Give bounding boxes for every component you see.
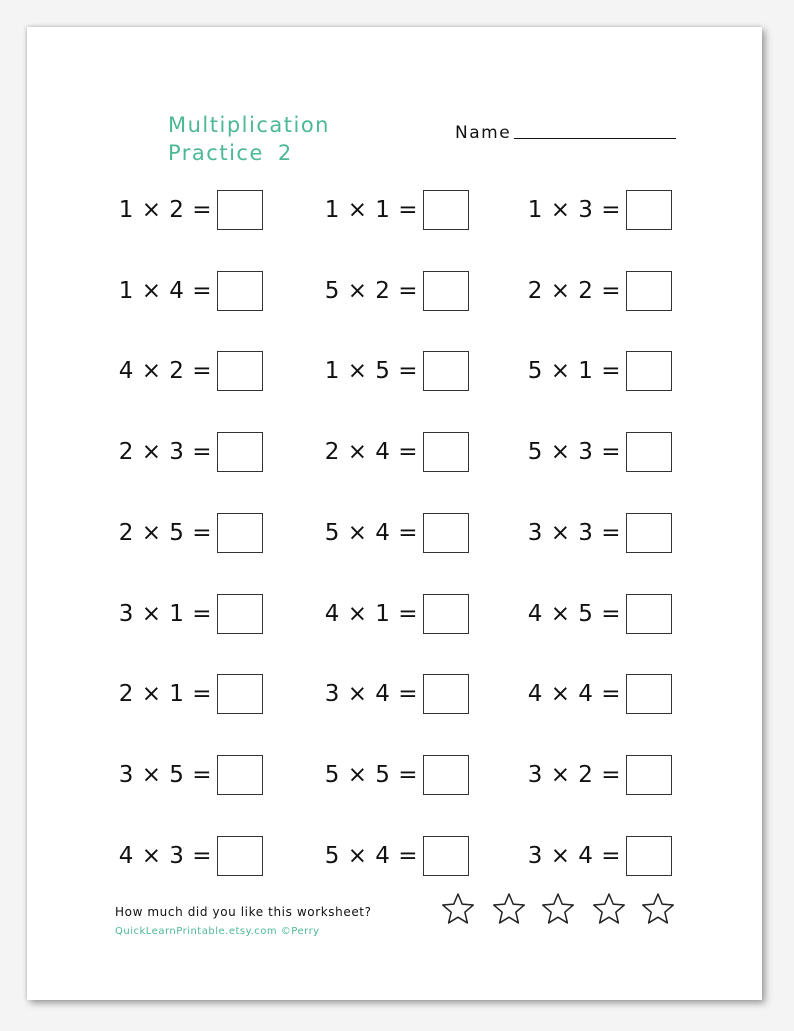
answer-box[interactable] [217, 674, 263, 714]
answer-box[interactable] [626, 432, 672, 472]
name-field[interactable] [455, 123, 676, 143]
problem-item [112, 430, 263, 474]
answer-box[interactable] [626, 594, 672, 634]
name-label: Name [455, 123, 512, 143]
problem-equation: 3 × 4 = [527, 842, 621, 869]
problem-equation: 2 × 1 = [118, 681, 212, 708]
answer-box[interactable] [423, 351, 469, 391]
problem-equation: 2 × 3 = [118, 439, 212, 466]
problem-equation: 4 × 5 = [527, 600, 621, 627]
answer-box[interactable] [217, 351, 263, 391]
problem-equation: 5 × 4 = [324, 842, 418, 869]
problem-equation: 5 × 5 = [324, 761, 418, 788]
problem-equation: 5 × 2 = [324, 277, 418, 304]
problem-item [521, 188, 672, 232]
answer-box[interactable] [423, 271, 469, 311]
answer-box[interactable] [626, 836, 672, 876]
problem-item [318, 672, 469, 716]
answer-box[interactable] [423, 755, 469, 795]
answer-box[interactable] [626, 513, 672, 553]
problem-equation: 3 × 1 = [118, 600, 212, 627]
title-line-2 [168, 139, 330, 167]
answer-box[interactable] [626, 674, 672, 714]
star-outline-icon[interactable] [640, 891, 676, 927]
title-line-1: Multiplication [168, 113, 330, 137]
problem-item [521, 592, 672, 636]
problem-equation: 3 × 5 = [118, 761, 212, 788]
problem-equation: 3 × 2 = [527, 761, 621, 788]
problem-item [112, 349, 263, 393]
answer-box[interactable] [626, 271, 672, 311]
star-outline-icon[interactable] [440, 891, 476, 927]
problem-item [521, 349, 672, 393]
problem-item [521, 834, 672, 878]
problem-equation: 1 × 1 = [324, 197, 418, 223]
problem-equation: 4 × 1 = [324, 600, 418, 627]
star-outline-icon[interactable] [540, 891, 576, 927]
answer-box[interactable] [217, 836, 263, 876]
answer-box[interactable] [217, 594, 263, 634]
rating-question: How much did you like this worksheet? [115, 905, 372, 919]
problem-item [318, 188, 469, 232]
problem-equation: 5 × 4 = [324, 519, 418, 546]
star-outline-icon[interactable] [591, 891, 627, 927]
answer-box[interactable] [217, 513, 263, 553]
problem-equation: 1 × 5 = [324, 358, 418, 385]
problem-equation: 4 × 2 = [118, 358, 212, 385]
answer-box[interactable] [423, 594, 469, 634]
answer-box[interactable] [423, 836, 469, 876]
problem-item [521, 753, 672, 797]
problem-item [318, 834, 469, 878]
problem-item [318, 592, 469, 636]
answer-box[interactable] [626, 190, 672, 230]
problem-item [521, 269, 672, 313]
problem-item [318, 753, 469, 797]
problem-item [318, 269, 469, 313]
practice-number: 2 [277, 141, 293, 165]
problem-equation: 4 × 3 = [118, 842, 212, 869]
problem-item [318, 511, 469, 555]
problem-equation: 1 × 4 = [118, 277, 212, 304]
problem-equation: 3 × 3 = [527, 519, 621, 546]
problem-equation: 1 × 3 = [527, 197, 621, 223]
answer-box[interactable] [423, 513, 469, 553]
footer-credit: QuickLearnPrintable.etsy.com ©Perry [115, 926, 320, 937]
problem-item [112, 834, 263, 878]
problem-equation: 2 × 5 = [118, 519, 212, 546]
answer-box[interactable] [626, 755, 672, 795]
problem-equation: 4 × 4 = [527, 681, 621, 708]
problem-item [521, 430, 672, 474]
problem-equation: 2 × 2 = [527, 277, 621, 304]
worksheet-title [168, 111, 330, 167]
answer-box[interactable] [626, 351, 672, 391]
problem-item [112, 511, 263, 555]
problem-item [318, 349, 469, 393]
problem-equation: 5 × 1 = [527, 358, 621, 385]
star-outline-icon[interactable] [491, 891, 527, 927]
name-line[interactable] [514, 138, 676, 139]
problem-item [521, 511, 672, 555]
answer-box[interactable] [423, 432, 469, 472]
answer-box[interactable] [217, 432, 263, 472]
problem-item [112, 672, 263, 716]
problem-equation: 5 × 3 = [527, 439, 621, 466]
problem-item [521, 672, 672, 716]
answer-box[interactable] [217, 190, 263, 230]
answer-box[interactable] [217, 755, 263, 795]
answer-box[interactable] [423, 674, 469, 714]
problem-item [112, 269, 263, 313]
problem-item [112, 753, 263, 797]
worksheet-page [27, 27, 762, 1000]
problem-equation: 3 × 4 = [324, 681, 418, 708]
answer-box[interactable] [217, 271, 263, 311]
answer-box[interactable] [423, 190, 469, 230]
problem-item [318, 430, 469, 474]
title-practice: Practice [168, 141, 264, 165]
problem-equation: 2 × 4 = [324, 439, 418, 466]
problem-item [112, 592, 263, 636]
problem-item [112, 188, 263, 232]
problem-equation: 1 × 2 = [118, 197, 212, 223]
